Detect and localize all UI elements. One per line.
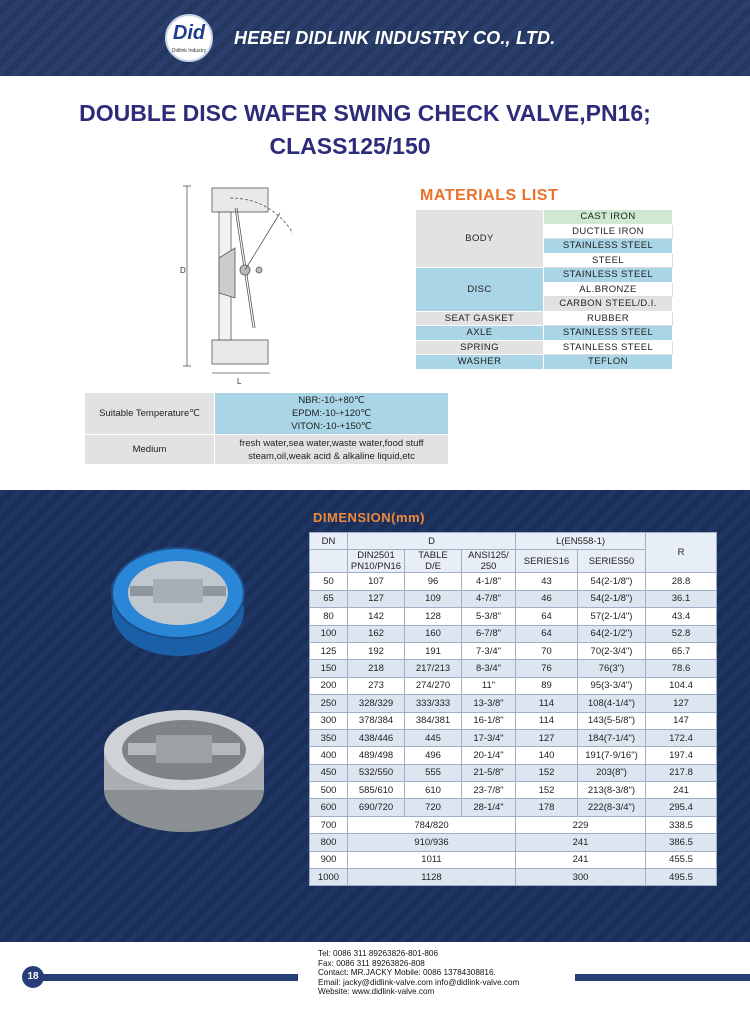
dimension-cell: 532/550 xyxy=(348,764,405,781)
dimension-row xyxy=(310,782,717,799)
temp-value-nbr: NBR:-10-+80℃ xyxy=(298,395,365,406)
company-name: HEBEI DIDLINK INDUSTRY CO., LTD. xyxy=(234,28,556,48)
dimension-cell: 8-3/4" xyxy=(462,660,516,677)
logo-subtext: Didlink Industry xyxy=(171,48,207,54)
footer-email[interactable]: Email: jacky@didlink-valve.com info@didlink-valve.com xyxy=(318,977,520,987)
dimension-cell: 160 xyxy=(405,625,462,642)
material-option: RUBBER xyxy=(544,311,673,326)
dimension-cell: 328/329 xyxy=(348,695,405,712)
dimension-row xyxy=(310,869,717,886)
dimension-cell: 36.1 xyxy=(646,590,717,607)
dimension-cell: 96 xyxy=(405,573,462,590)
dimension-row xyxy=(310,625,717,642)
dimension-cell: 800 xyxy=(310,834,348,851)
dimension-cell: 217/213 xyxy=(405,660,462,677)
dimension-title: DIMENSION(mm) xyxy=(313,510,425,525)
temperature-label: Suitable Temperature℃ xyxy=(85,393,215,435)
dimension-cell: 218 xyxy=(348,660,405,677)
header-table-line2: D/E xyxy=(425,561,441,573)
temp-value-viton: VITON:-10-+150℃ xyxy=(291,421,372,432)
dimension-cell: 784/820 xyxy=(348,816,516,833)
dimension-row xyxy=(310,695,717,712)
footer-rule-left xyxy=(30,974,298,981)
material-option: STAINLESS STEEL xyxy=(544,326,673,341)
dimension-cell: 200 xyxy=(310,677,348,694)
dimension-cell: 555 xyxy=(405,764,462,781)
medium-value-2: steam,oil,weak acid & alkaline liquid,etc xyxy=(248,450,415,462)
dimension-row xyxy=(310,799,717,816)
materials-row xyxy=(416,355,673,370)
dimension-cell: 16-1/8" xyxy=(462,712,516,729)
dimension-cell: 273 xyxy=(348,677,405,694)
dimension-cell: 203(8") xyxy=(578,764,646,781)
dimension-cell: 229 xyxy=(516,816,646,833)
dimension-cell: 64 xyxy=(516,608,578,625)
dimension-cell: 241 xyxy=(516,834,646,851)
dimension-row xyxy=(310,660,717,677)
dimension-cell: 140 xyxy=(516,747,578,764)
dimension-l-label: L xyxy=(237,377,242,386)
material-option: STAINLESS STEEL xyxy=(544,239,673,254)
dimension-cell: 178 xyxy=(516,799,578,816)
dimension-cell: 17-3/4" xyxy=(462,729,516,746)
dimension-cell: 23-7/8" xyxy=(462,782,516,799)
dimension-cell: 438/446 xyxy=(348,729,405,746)
dimension-cell: 78.6 xyxy=(646,660,717,677)
dimension-cell: 11" xyxy=(462,677,516,694)
dimension-cell: 4-7/8" xyxy=(462,590,516,607)
dimension-cell: 1128 xyxy=(348,869,516,886)
dimension-cell: 1011 xyxy=(348,851,516,868)
materials-list-title: MATERIALS LIST xyxy=(420,187,559,204)
header-dn-spacer xyxy=(310,550,348,573)
material-option: STAINLESS STEEL xyxy=(544,268,673,283)
dimension-cell: 128 xyxy=(405,608,462,625)
dimension-cell: 900 xyxy=(310,851,348,868)
material-part: SPRING xyxy=(416,340,544,355)
dimension-cell: 450 xyxy=(310,764,348,781)
dimension-cell: 191 xyxy=(405,642,462,659)
header-ansi-line2: 250 xyxy=(480,561,497,573)
footer-website[interactable]: Website: www.didlink-valve.com xyxy=(318,987,435,997)
page-number: 18 xyxy=(22,966,44,988)
dimension-cell: 46 xyxy=(516,590,578,607)
material-option: CARBON STEEL/D.I. xyxy=(544,297,673,312)
dimension-cell: 150 xyxy=(310,660,348,677)
header-ansi-line1: ANSI125/ xyxy=(468,550,509,562)
dimension-row xyxy=(310,573,717,590)
header-table xyxy=(405,550,462,573)
material-option: STEEL xyxy=(544,253,673,268)
dimension-cell: 172.4 xyxy=(646,729,717,746)
blue-valve-photo xyxy=(108,531,248,661)
dimension-cell: 21-5/8" xyxy=(462,764,516,781)
footer-fax: Fax: 0086 311 89263826-808 xyxy=(318,958,425,968)
dimension-cell: 54(2-1/8") xyxy=(578,590,646,607)
dimension-cell: 70(2-3/4") xyxy=(578,642,646,659)
dimension-cell: 162 xyxy=(348,625,405,642)
dimension-cell: 274/270 xyxy=(405,677,462,694)
dimension-cell: 100 xyxy=(310,625,348,642)
stainless-valve-photo xyxy=(100,705,268,835)
dimension-row xyxy=(310,834,717,851)
dimension-cell: 127 xyxy=(348,590,405,607)
dimension-cell: 28-1/4" xyxy=(462,799,516,816)
material-option: DUCTILE IRON xyxy=(544,224,673,239)
dimension-cell: 610 xyxy=(405,782,462,799)
dimension-cell: 1000 xyxy=(310,869,348,886)
dimension-cell: 50 xyxy=(310,573,348,590)
dimension-cell: 400 xyxy=(310,747,348,764)
dimension-cell: 108(4-1/4") xyxy=(578,695,646,712)
dimension-cell: 495.5 xyxy=(646,869,717,886)
dimension-cell: 720 xyxy=(405,799,462,816)
dimension-row xyxy=(310,642,717,659)
dimension-cell: 70 xyxy=(516,642,578,659)
dimension-cell: 109 xyxy=(405,590,462,607)
dimension-cell: 241 xyxy=(516,851,646,868)
dimension-row xyxy=(310,677,717,694)
dimension-row xyxy=(310,851,717,868)
dimension-cell: 13-3/8" xyxy=(462,695,516,712)
header-table-line1: TABLE xyxy=(418,550,448,562)
valve-section-drawing xyxy=(175,178,310,388)
dimension-cell: 52.8 xyxy=(646,625,717,642)
dimension-row xyxy=(310,729,717,746)
dimension-cell: 192 xyxy=(348,642,405,659)
dimension-cell: 300 xyxy=(310,712,348,729)
temp-value-epdm: EPDM:-10-+120℃ xyxy=(291,408,372,419)
dimension-cell: 386.5 xyxy=(646,834,717,851)
dimension-table xyxy=(309,532,717,886)
dimension-cell: 184(7-1/4") xyxy=(578,729,646,746)
dimension-cell: 43 xyxy=(516,573,578,590)
dimension-cell: 585/610 xyxy=(348,782,405,799)
dimension-cell: 80 xyxy=(310,608,348,625)
company-logo xyxy=(165,14,213,62)
conditions-table xyxy=(84,392,449,465)
header-din-line2: PN10/PN16 xyxy=(350,561,402,573)
materials-table xyxy=(415,209,673,370)
dimension-cell: 65 xyxy=(310,590,348,607)
dimension-cell: 64(2-1/2") xyxy=(578,625,646,642)
dimension-cell: 20-1/4" xyxy=(462,747,516,764)
dimension-cell: 7-3/4" xyxy=(462,642,516,659)
dimension-row xyxy=(310,764,717,781)
materials-row xyxy=(416,268,673,283)
dimension-cell: 107 xyxy=(348,573,405,590)
dimension-cell: 384/381 xyxy=(405,712,462,729)
material-option: AL.BRONZE xyxy=(544,282,673,297)
dimension-cell: 5-3/8" xyxy=(462,608,516,625)
dimension-cell: 54(2-1/8") xyxy=(578,573,646,590)
dimension-cell: 57(2-1/4") xyxy=(578,608,646,625)
product-title-line1: DOUBLE DISC WAFER SWING CHECK VALVE,PN16; xyxy=(79,100,651,126)
dimension-cell: 76 xyxy=(516,660,578,677)
materials-row xyxy=(416,340,673,355)
medium-value-1: fresh water,sea water,waste water,food stuff xyxy=(239,437,424,449)
footer-contact: Contact: MR.JACKY Mobile: 0086 13784308816. xyxy=(318,968,496,978)
dimension-cell: 600 xyxy=(310,799,348,816)
dimension-cell: 217.8 xyxy=(646,764,717,781)
material-option: TEFLON xyxy=(544,355,673,370)
dimension-cell: 338.5 xyxy=(646,816,717,833)
header-dn: DN xyxy=(310,533,348,550)
header-r: R xyxy=(646,533,717,573)
dimension-row xyxy=(310,590,717,607)
footer-tel: Tel: 0086 311 89263826-801-806 xyxy=(318,949,439,958)
header-series16: SERIES16 xyxy=(516,550,578,573)
header-l: L(EN558-1) xyxy=(516,533,646,550)
dimension-cell: 690/720 xyxy=(348,799,405,816)
dimension-cell: 445 xyxy=(405,729,462,746)
dimension-cell: 114 xyxy=(516,712,578,729)
dimension-row xyxy=(310,712,717,729)
header-ansi xyxy=(462,550,516,573)
dimension-cell: 127 xyxy=(516,729,578,746)
dimension-cell: 910/936 xyxy=(348,834,516,851)
materials-row xyxy=(416,311,673,326)
material-part: DISC xyxy=(416,268,544,312)
dimension-row xyxy=(310,608,717,625)
dimension-cell: 295.4 xyxy=(646,799,717,816)
material-part: SEAT GASKET xyxy=(416,311,544,326)
dimension-cell: 191(7-9/16") xyxy=(578,747,646,764)
dimension-cell: 250 xyxy=(310,695,348,712)
dimension-cell: 89 xyxy=(516,677,578,694)
header-d: D xyxy=(348,533,516,550)
dimension-cell: 455.5 xyxy=(646,851,717,868)
dimension-row xyxy=(310,747,717,764)
dimension-cell: 147 xyxy=(646,712,717,729)
product-title-line2: CLASS125/150 xyxy=(269,133,431,159)
dimension-cell: 95(3-3/4") xyxy=(578,677,646,694)
materials-row xyxy=(416,326,673,341)
dimension-cell: 6-7/8" xyxy=(462,625,516,642)
header-din-line1: DIN2501 xyxy=(357,550,395,562)
dimension-cell: 152 xyxy=(516,782,578,799)
dimension-row xyxy=(310,816,717,833)
dimension-cell: 213(8-3/8") xyxy=(578,782,646,799)
medium-label: Medium xyxy=(85,435,215,465)
dimension-cell: 300 xyxy=(516,869,646,886)
medium-values xyxy=(215,435,449,465)
dimension-cell: 104.4 xyxy=(646,677,717,694)
material-option: STAINLESS STEEL xyxy=(544,340,673,355)
dimension-cell: 222(8-3/4") xyxy=(578,799,646,816)
dimension-cell: 500 xyxy=(310,782,348,799)
dimension-cell: 700 xyxy=(310,816,348,833)
dimension-cell: 489/498 xyxy=(348,747,405,764)
dimension-cell: 28.8 xyxy=(646,573,717,590)
dimension-cell: 65.7 xyxy=(646,642,717,659)
dimension-cell: 333/333 xyxy=(405,695,462,712)
material-part: BODY xyxy=(416,210,544,268)
dimension-cell: 496 xyxy=(405,747,462,764)
dimension-cell: 64 xyxy=(516,625,578,642)
material-part: AXLE xyxy=(416,326,544,341)
header-series50: SERIES50 xyxy=(578,550,646,573)
dimension-cell: 152 xyxy=(516,764,578,781)
header-din xyxy=(348,550,405,573)
material-part: WASHER xyxy=(416,355,544,370)
footer-rule-right xyxy=(575,974,750,981)
contact-footer xyxy=(318,949,519,997)
dimension-cell: 197.4 xyxy=(646,747,717,764)
dimension-cell: 127 xyxy=(646,695,717,712)
dimension-d-label: D xyxy=(180,266,186,275)
dimension-cell: 76(3") xyxy=(578,660,646,677)
logo-mark: Did xyxy=(172,22,206,44)
dimension-cell: 143(5-5/8") xyxy=(578,712,646,729)
temperature-values xyxy=(215,393,449,435)
materials-row xyxy=(416,210,673,225)
dimension-cell: 114 xyxy=(516,695,578,712)
dimension-cell: 142 xyxy=(348,608,405,625)
page-header xyxy=(0,0,750,76)
dimension-cell: 350 xyxy=(310,729,348,746)
dimension-cell: 125 xyxy=(310,642,348,659)
dimension-cell: 378/384 xyxy=(348,712,405,729)
dimension-cell: 4-1/8" xyxy=(462,573,516,590)
material-option: CAST IRON xyxy=(544,210,673,225)
dimension-cell: 43.4 xyxy=(646,608,717,625)
dimension-cell: 241 xyxy=(646,782,717,799)
